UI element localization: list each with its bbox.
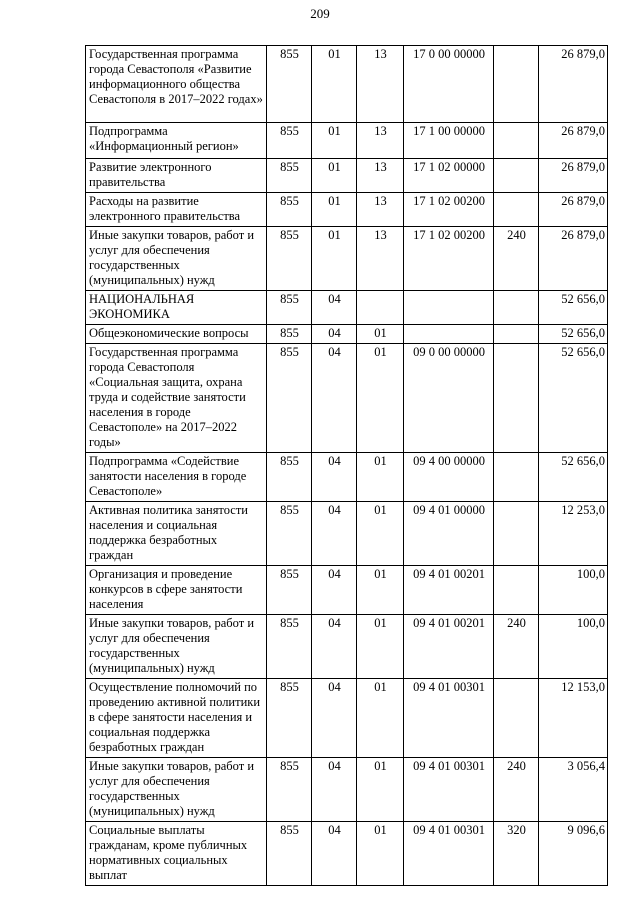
row-pr: 01 xyxy=(357,502,404,566)
row-pr: 13 xyxy=(357,193,404,227)
row-name: Государственная программа города Севастополя «Развитие информационного общества Севастополя в 2017–2022 годах» xyxy=(86,46,267,123)
row-name: Общеэкономические вопросы xyxy=(86,325,267,344)
row-vr: 240 xyxy=(494,615,539,679)
row-ved: 855 xyxy=(267,46,312,123)
row-csr xyxy=(404,325,494,344)
row-rz: 04 xyxy=(312,679,357,758)
table-row xyxy=(86,679,608,758)
row-rz: 04 xyxy=(312,566,357,615)
row-pr: 01 xyxy=(357,344,404,453)
row-csr: 17 1 00 00000 xyxy=(404,123,494,159)
row-sum: 3 056,4 xyxy=(539,758,608,822)
row-sum: 52 656,0 xyxy=(539,291,608,325)
table-row xyxy=(86,453,608,502)
row-csr: 17 1 02 00200 xyxy=(404,193,494,227)
row-vr xyxy=(494,159,539,193)
table-row xyxy=(86,159,608,193)
row-csr: 17 0 00 00000 xyxy=(404,46,494,123)
row-csr xyxy=(404,291,494,325)
row-pr: 13 xyxy=(357,159,404,193)
row-pr: 01 xyxy=(357,615,404,679)
row-vr xyxy=(494,679,539,758)
budget-table-body xyxy=(86,46,608,886)
row-sum: 26 879,0 xyxy=(539,123,608,159)
row-name: НАЦИОНАЛЬНАЯ ЭКОНОМИКА xyxy=(86,291,267,325)
table-row xyxy=(86,227,608,291)
row-sum: 12 153,0 xyxy=(539,679,608,758)
row-rz: 04 xyxy=(312,758,357,822)
row-name: Иные закупки товаров, работ и услуг для обеспечения государственных (муниципальных) нужд xyxy=(86,227,267,291)
row-name: Развитие электронного правительства xyxy=(86,159,267,193)
row-vr: 240 xyxy=(494,227,539,291)
table-row xyxy=(86,615,608,679)
row-sum: 52 656,0 xyxy=(539,453,608,502)
page-number: 209 xyxy=(310,6,330,21)
row-rz: 04 xyxy=(312,344,357,453)
table-row xyxy=(86,344,608,453)
row-name: Осуществление полномочий по проведению активной политики в сфере занятости населения и социальная поддержка безработных граждан xyxy=(86,679,267,758)
row-rz: 01 xyxy=(312,159,357,193)
row-csr: 09 0 00 00000 xyxy=(404,344,494,453)
row-vr: 240 xyxy=(494,758,539,822)
row-vr xyxy=(494,46,539,123)
row-csr: 09 4 00 00000 xyxy=(404,453,494,502)
row-vr xyxy=(494,344,539,453)
table-row xyxy=(86,822,608,886)
row-sum: 26 879,0 xyxy=(539,193,608,227)
row-ved: 855 xyxy=(267,193,312,227)
row-rz: 04 xyxy=(312,502,357,566)
row-name: Активная политика занятости населения и социальная поддержка безработных граждан xyxy=(86,502,267,566)
row-name: Иные закупки товаров, работ и услуг для обеспечения государственных (муниципальных) нужд xyxy=(86,758,267,822)
row-ved: 855 xyxy=(267,822,312,886)
row-csr: 17 1 02 00200 xyxy=(404,227,494,291)
row-pr: 01 xyxy=(357,325,404,344)
row-csr: 09 4 01 00201 xyxy=(404,566,494,615)
row-rz: 04 xyxy=(312,822,357,886)
row-sum: 52 656,0 xyxy=(539,344,608,453)
row-name: Государственная программа города Севастополя «Социальная защита, охрана труда и содействие занятости населения в городе Севастополе» на 2017–2022 годы» xyxy=(86,344,267,453)
table-row xyxy=(86,123,608,159)
row-ved: 855 xyxy=(267,325,312,344)
row-pr: 13 xyxy=(357,227,404,291)
row-vr xyxy=(494,193,539,227)
row-vr xyxy=(494,123,539,159)
table-row xyxy=(86,325,608,344)
table-row xyxy=(86,502,608,566)
table-row xyxy=(86,193,608,227)
table-row xyxy=(86,46,608,123)
row-ved: 855 xyxy=(267,227,312,291)
row-ved: 855 xyxy=(267,758,312,822)
row-ved: 855 xyxy=(267,344,312,453)
row-rz: 04 xyxy=(312,615,357,679)
row-rz: 01 xyxy=(312,123,357,159)
row-name: Подпрограмма «Содействие занятости населения в городе Севастополе» xyxy=(86,453,267,502)
row-pr: 01 xyxy=(357,822,404,886)
row-name: Организация и проведение конкурсов в сфере занятости населения xyxy=(86,566,267,615)
row-csr: 09 4 01 00000 xyxy=(404,502,494,566)
row-ved: 855 xyxy=(267,679,312,758)
row-csr: 09 4 01 00201 xyxy=(404,615,494,679)
row-vr xyxy=(494,502,539,566)
table-row xyxy=(86,758,608,822)
row-rz: 01 xyxy=(312,46,357,123)
row-csr: 09 4 01 00301 xyxy=(404,758,494,822)
row-name: Иные закупки товаров, работ и услуг для обеспечения государственных (муниципальных) нужд xyxy=(86,615,267,679)
row-sum: 12 253,0 xyxy=(539,502,608,566)
row-name: Расходы на развитие электронного правительства xyxy=(86,193,267,227)
row-vr xyxy=(494,325,539,344)
row-vr xyxy=(494,453,539,502)
row-sum: 26 879,0 xyxy=(539,227,608,291)
row-ved: 855 xyxy=(267,502,312,566)
row-vr xyxy=(494,291,539,325)
row-rz: 04 xyxy=(312,453,357,502)
row-name: Социальные выплаты гражданам, кроме публичных нормативных социальных выплат xyxy=(86,822,267,886)
row-sum: 100,0 xyxy=(539,615,608,679)
table-row xyxy=(86,566,608,615)
row-pr: 01 xyxy=(357,758,404,822)
row-pr: 01 xyxy=(357,453,404,502)
row-sum: 52 656,0 xyxy=(539,325,608,344)
row-ved: 855 xyxy=(267,159,312,193)
row-csr: 09 4 01 00301 xyxy=(404,679,494,758)
row-rz: 01 xyxy=(312,227,357,291)
row-ved: 855 xyxy=(267,123,312,159)
row-vr xyxy=(494,566,539,615)
row-rz: 04 xyxy=(312,291,357,325)
row-pr: 01 xyxy=(357,566,404,615)
row-sum: 9 096,6 xyxy=(539,822,608,886)
row-pr xyxy=(357,291,404,325)
row-sum: 26 879,0 xyxy=(539,159,608,193)
row-ved: 855 xyxy=(267,453,312,502)
row-csr: 09 4 01 00301 xyxy=(404,822,494,886)
budget-table xyxy=(85,45,608,886)
row-csr: 17 1 02 00000 xyxy=(404,159,494,193)
row-ved: 855 xyxy=(267,566,312,615)
row-ved: 855 xyxy=(267,291,312,325)
row-sum: 100,0 xyxy=(539,566,608,615)
row-rz: 01 xyxy=(312,193,357,227)
row-sum: 26 879,0 xyxy=(539,46,608,123)
row-rz: 04 xyxy=(312,325,357,344)
row-name: Подпрограмма «Информационный регион» xyxy=(86,123,267,159)
row-vr: 320 xyxy=(494,822,539,886)
row-pr: 13 xyxy=(357,46,404,123)
row-pr: 01 xyxy=(357,679,404,758)
row-pr: 13 xyxy=(357,123,404,159)
row-ved: 855 xyxy=(267,615,312,679)
table-row xyxy=(86,291,608,325)
